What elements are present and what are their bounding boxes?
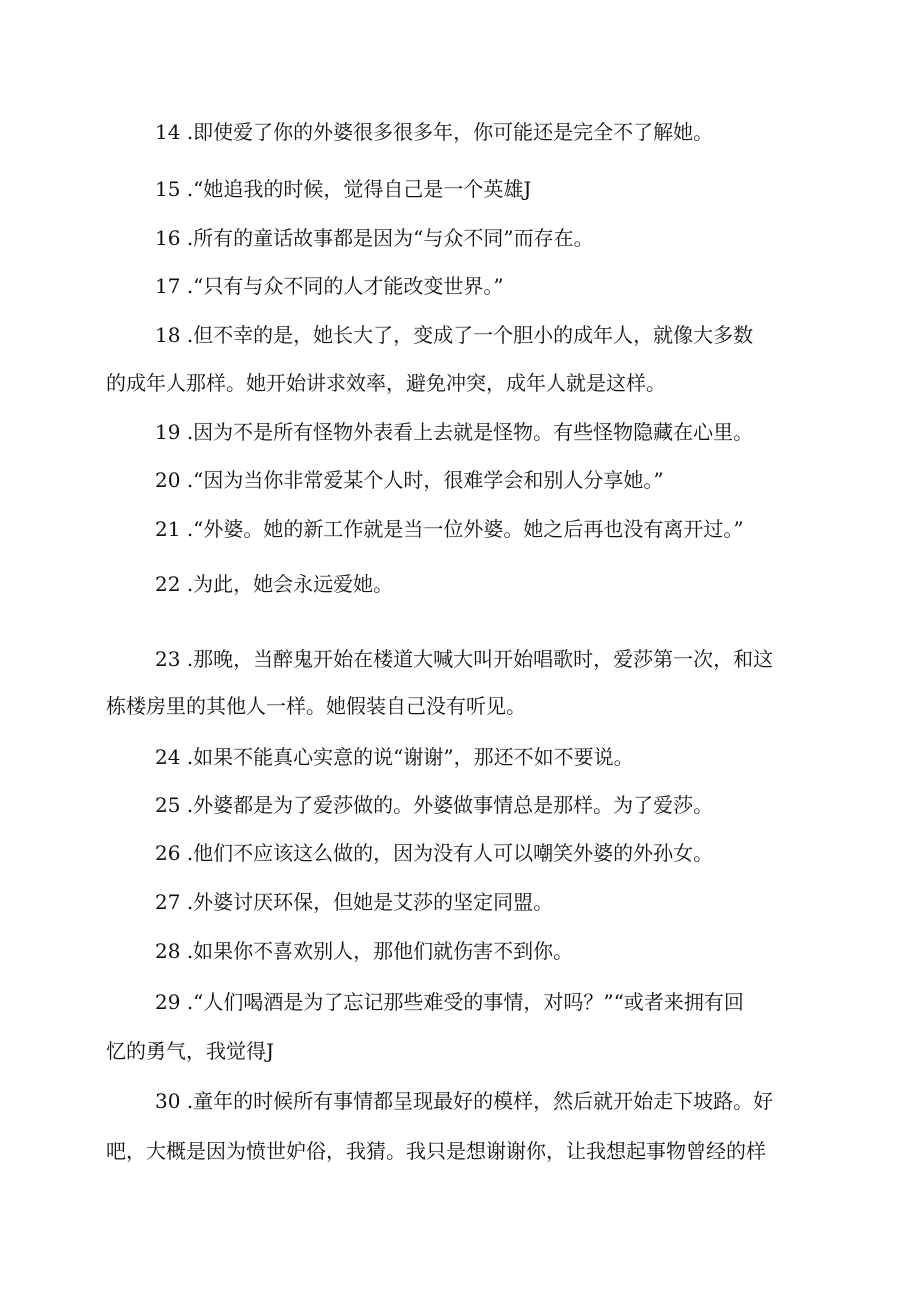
item-text: .“因为当你非常爱某个人时，很难学会和别人分享她。” [186,468,664,492]
list-item [0,645,920,673]
item-text: .即使爱了你的外婆很多很多年，你可能还是完全不了解她。 [186,120,714,144]
item-number: 29 [155,990,181,1014]
item-number: 14 [155,120,181,144]
list-item-continuation: 吧，大概是因为愤世妒俗，我猜。我只是想谢谢你，让我想起事物曾经的样 [106,1139,766,1163]
item-text: .那晚，当醉鬼开始在楼道大喊大叫开始唱歌时，爱莎第一次，和这 [186,647,774,671]
list-item [0,321,920,349]
item-number: 17 [155,274,181,298]
list-item [0,791,920,819]
item-number: 25 [155,793,181,817]
list-item [0,224,920,252]
item-text: .所有的童话故事都是因为“与众不同”而存在。 [186,226,594,250]
list-item [0,937,920,965]
list-item [0,272,920,300]
item-text: .外婆都是为了爱莎做的。外婆做事情总是那样。为了爱莎。 [186,793,714,817]
list-item [0,118,920,146]
item-number: 18 [155,323,181,347]
item-number: 21 [155,517,181,541]
list-item [0,888,920,916]
item-text: .“她追我的时候，觉得自己是一个英雄J [186,177,532,201]
list-item [0,1087,920,1115]
item-number: 26 [155,841,181,865]
item-number: 22 [155,572,181,596]
list-item-continuation: 栋楼房里的其他人一样。她假装自己没有听见。 [106,694,526,718]
item-number: 20 [155,468,181,492]
item-number: 30 [155,1089,181,1113]
item-text: .“人们喝酒是为了忘记那些难受的事情，对吗？”“或者来拥有回 [186,990,744,1014]
item-text: .如果不能真心实意的说“谢谢”，那还不如不要说。 [186,745,634,769]
item-text: .他们不应该这么做的，因为没有人可以嘲笑外婆的外孙女。 [186,841,714,865]
list-item [0,743,920,771]
list-item-continuation: 忆的勇气，我觉得J [106,1039,275,1063]
item-text: .如果你不喜欢别人，那他们就伤害不到你。 [186,939,574,963]
list-item [0,570,920,598]
item-text: .为此，她会永远爱她。 [186,572,394,596]
item-number: 23 [155,647,181,671]
item-number: 15 [155,177,181,201]
list-item [0,418,920,446]
item-text: .因为不是所有怪物外表看上去就是怪物。有些怪物隐藏在心里。 [186,420,754,444]
item-text: .童年的时候所有事情都呈现最好的模样，然后就开始走下坡路。好 [186,1089,774,1113]
item-number: 27 [155,890,181,914]
list-item [0,988,920,1016]
item-number: 19 [155,420,181,444]
item-number: 24 [155,745,181,769]
list-item [0,515,920,543]
item-text: .外婆讨厌环保，但她是艾莎的坚定同盟。 [186,890,554,914]
item-number: 16 [155,226,181,250]
item-text: .但不幸的是，她长大了，变成了一个胆小的成年人，就像大多数 [186,323,754,347]
item-number: 28 [155,939,181,963]
list-item-continuation: 的成年人那样。她开始讲求效率，避免冲突，成年人就是这样。 [106,371,666,395]
list-item [0,175,920,203]
list-item [0,466,920,494]
list-item [0,839,920,867]
item-text: .“外婆。她的新工作就是当一位外婆。她之后再也没有离开过。” [186,517,744,541]
item-text: .“只有与众不同的人才能改变世界。” [186,274,504,298]
